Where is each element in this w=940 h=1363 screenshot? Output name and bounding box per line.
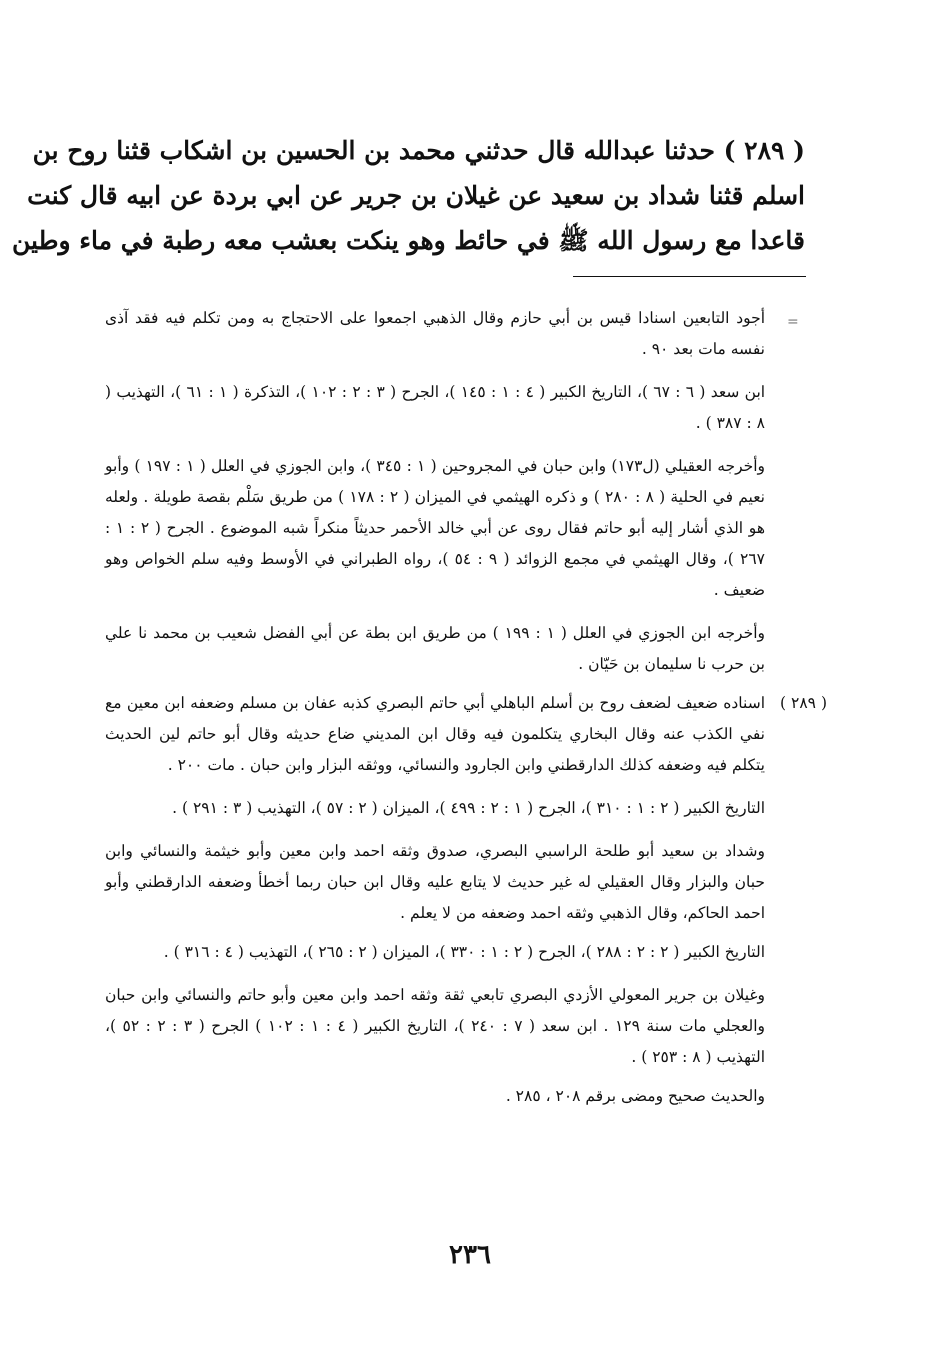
page-number: ٢٣٦ [449,1240,491,1270]
footnotes [105,303,827,1112]
footnote-paragraph: التاريخ الكبير ( ٢ : ٢ : ٢٨٨ )، الجرح ( ٢ : ١ : ٣٣٠ )، الميزان ( ٢ : ٢٦٥ )، التهذيب ( ٤ : ٣١٦ ) . [163,943,765,961]
footnote-paragraph: ابن سعد ( ٦ : ٦٧ )، التاريخ الكبير ( ٤ : ١ : ١٤٥ )، الجرح ( ٣ : ٢ : ١٠٢ )، التذكرة ( ١ : ٦١ )، التهذيب ( ٨ : ٣٨٧ ) . [105,383,766,432]
footnote-289 [105,688,827,781]
hadith-line-3: قاعدا مع رسول الله ﷺ في حائط وهو ينكت بعشب معه رطبة في ماء وطين [12,226,805,255]
hadith-line-2: اسلم قثنا شداد بن سعيد عن غيلان بن جرير عن ابي بردة عن ابيه قال كنت [27,181,805,210]
continuation-mark: = [787,314,799,330]
hadith-text [12,128,805,263]
footnote-separator [573,276,806,277]
footnote-paragraph: والحديث صحيح ومضى برقم ٢٠٨ ، ٢٨٥ . [505,1087,765,1105]
footnote-paragraph: وأخرجه ابن الجوزي في العلل ( ١ : ١٩٩ ) من طريق ابن بطة عن أبي الفضل شعيب بن محمد نا علي بن حرب نا سليمان بن حَيّان . [105,624,765,673]
footnote-paragraph: أجود التابعين اسنادا قيس بن أبي حازم وقال الذهبي اجمعوا على الاحتجاج به ومن تكلم فيه فقد آذى نفسه مات بعد ٩٠ . [105,309,765,358]
footnote-number: ( ٢٨٩ ) [780,694,827,712]
footnote-paragraph: التاريخ الكبير ( ٢ : ١ : ٣١٠ )، الجرح ( ١ : ٢ : ٤٩٩ )، الميزان ( ٢ : ٥٧ )، التهذيب ( ٣ : ٢٩١ ) . [172,799,765,817]
hadith-line-1: ( ٢٨٩ ) حدثنا عبدالله قال حدثني محمد بن الحسين بن اشكاب قثنا روح بن [32,136,805,165]
footnote-paragraph: وغيلان بن جرير المعولي الأزدي البصري تابعي ثقة وثقه احمد وابن معين وأبو حاتم والنسائي وابن حبان والعجلي مات سنة ١٢٩ . ابن سعد ( ٧ : ٢٤٠ )، التاريخ الكبير ( ٤ : ١ : ١٠٢ ) الجرح ( ٣ : ٢ : ٥٢ )، التهذيب ( ٨ : ٢٥٣ ) . [105,986,766,1066]
footnote-paragraph: وشداد بن سعيد أبو طلحة الراسبي البصري، صدوق وثقه احمد وابن معين وأبو خيثمة والنسائي وابن حبان والبزار وقال العقيلي له غير حديث لا يتابع عليه وقال ابن حبان ربما أخطأ وضعفه الدارقطني وأبو احمد الحاكم، وقال الذهبي وثقه احمد وضعفه من لا يعلم . [105,842,765,922]
footnote-289-text: اسناده ضعيف لضعف روح بن أسلم الباهلي أبي حاتم البصري كذبه عفان بن مسلم وضعفه ابن معين مع نفي الكذب عنه وقال البخاري يتكلمون فيه وقال ابن المديني ضاع حديثه وقال أبو حاتم لين الحديث يتكلم فيه وضعفه كذلك الدارقطني وابن الجارود والنسائي، ووثقه البزار وابن حبان . مات ٢٠٠ . [105,694,765,774]
footnote-paragraph: وأخرجه العقيلي (ل١٧٣) وابن حبان في المجروحين ( ١ : ٣٤٥ )، وابن الجوزي في العلل ( ١ : ١٩٧ ) وأبو نعيم في الحلية ( ٨ : ٢٨٠ ) و ذكره الهيثمي في الميزان ( ٢ : ١٧٨ ) من طريق سَلْم بقصة طويلة . ولعله هو الذي أشار إليه أبو حاتم فقال روى عن أبي خالد الأحمر حديثاً منكراً شبه الموضوع . الجرح ( ٢ : ١ : ٢٦٧ )، وقال الهيثمي في مجمع الزوائد ( ٩ : ٥٤ )، رواه الطبراني في الأوسط وفيه سلم الخواص وهو ضعيف . [105,457,766,599]
